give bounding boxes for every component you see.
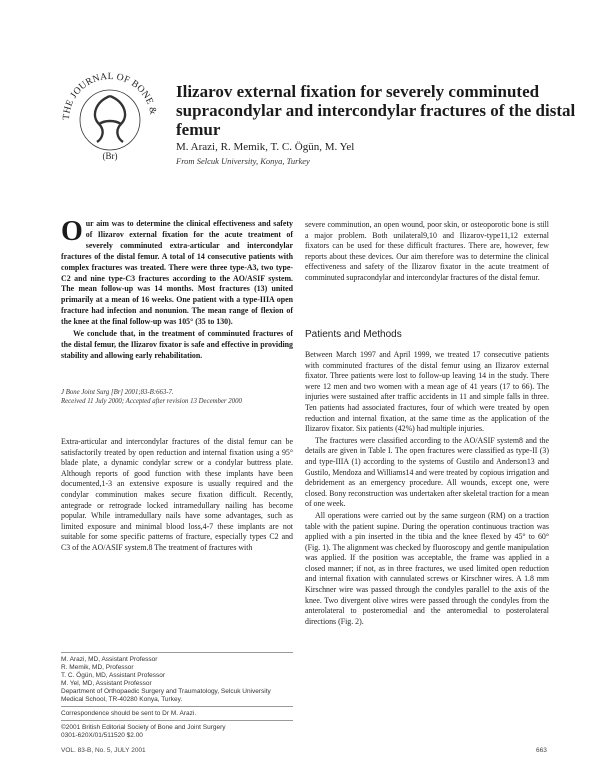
- svg-text:THE JOURNAL OF BONE & JOINT SU: [55, 58, 159, 120]
- footnote-issn: 0301-620X/01/511520 $2.00: [61, 732, 143, 739]
- drop-cap: O: [61, 216, 83, 247]
- footnote-copyright: ©2001 British Editorial Society of Bone and Joint Surgery: [61, 724, 226, 731]
- section-heading-methods: Patients and Methods: [305, 329, 402, 340]
- citation: [61, 388, 293, 406]
- methods-para-1: Between March 1997 and April 1999, we treated 17 consecutive patients with comminuted fractures of the distal femur using an Ilizarov external fixator. Three patients were lost to follow-up leaving 14 in the study. There were 12 men and two women with a mean age of 41 years (17 to 66). The injuries were sustained after traffic accidents in 11 and simple falls in three. Ten patients had associated fractures, four of which were treated by open reduction and internal fixation, at the same time as the application of the Ilizarov fixator. Six patients (42%) had multiple injuries.: [305, 350, 549, 434]
- journal-logo: [55, 58, 165, 168]
- logo-graphic: [55, 58, 165, 168]
- footnote-rule: [61, 652, 293, 653]
- article-authors: M. Arazi, R. Memik, T. C. Ögün, M. Yel: [176, 141, 355, 153]
- logo-ring-text: THE JOURNAL OF BONE &: [60, 70, 159, 121]
- abstract-para-2: We conclude that, in the treatment of comminuted fractures of the distal femur, the Ilizarov fixator is safe and effective in providing stability and allowing early rehabilitation.: [61, 329, 293, 360]
- introduction-right: severe comminution, an open wound, poor skin, or osteoporotic bone is still a major problem. Both unilateral9,10 and Ilizarov-type11,12 external fixators can be used for these difficult fractures. There are, however, few reports about these devices. Our aim therefore was to determine the clinical effectiveness and safety of the Ilizarov fixator in the acute treatment of comminuted supracondylar and intercondylar fractures of the distal femur.: [305, 220, 549, 282]
- methods-para-3: All operations were carried out by the same surgeon (RM) on a traction table with the patient supine. During the operation continuous traction was applied with a pin inserted in the tibia and the knee flexed by 45° to 60° (Fig. 1). The alignment was checked by fluoroscopy and gentle manipulation was applied. If the position was acceptable, the frame was applied in a closed manner; if not, as in three fractures, we used limited open reduction and internal fixation with cannulated screws or Kirschner wires. A 1.8 mm Kirschner wire was passed through the condyles parallel to the axis of the knee. Two divergent olive wires were passed through the condyles from the anterolateral to posteromedial and the anteromedial to posterolateral directions (Fig. 2).: [305, 510, 549, 626]
- footnotes: [61, 650, 293, 740]
- footer-volume: VOL. 83-B, No. 5, JULY 2001: [61, 747, 146, 754]
- introduction-left: Extra-articular and intercondylar fractures of the distal femur can be satisfactorily treated by open reduction and internal fixation using a 95° blade plate, a dynamic condylar screw or a condylar buttress plate. Although reports of good function with these implants have been documented,1-3 an extensive exposure is usually required and the condylar comminution makes secure fixation difficult. Recently, antegrade or retrograde locked intramedullary nailing has become popular. While intramedullary nails have some advantages, such as limited exposure and minimal blood loss,4-7 these implants are not suitable for some specific patterns of fracture, especially types C2 and C3 of the AO/ASIF system.8 The treatment of fractures with: [61, 437, 293, 552]
- footnote-author: R. Memik, MD, Professor: [61, 664, 134, 671]
- abstract: [61, 216, 293, 362]
- methods-body: [305, 350, 549, 627]
- footnote-author: T. C. Ögün, MD, Assistant Professor: [61, 672, 166, 679]
- footnote-rule: [61, 706, 293, 707]
- footnote-rule: [61, 720, 293, 721]
- article-title: Ilizarov external fixation for severely comminuted supracondylar and intercondylar fractures of the distal femur: [176, 82, 576, 139]
- citation-journal: J Bone Joint Surg [Br] 2001;83-B:663-7.: [61, 389, 174, 396]
- methods-para-2: The fractures were classified according to the AO/ASIF system8 and the details are given in Table I. The open fractures were classified as type-II (3) and type-IIIA (1) according to the systems of Gustilo and Anderson13 and Gustilo, Mendoza and Williams14 and were treated by copious irrigation and debridement as an emergency procedure. All wounds, except one, were closed. Bony reconstruction was undertaken after skeletal traction for a mean of one week.: [305, 435, 549, 509]
- article-affiliation: From Selcuk University, Konya, Turkey: [176, 156, 310, 166]
- logo-edition: (Br): [102, 151, 118, 161]
- footer-page-number: 663: [536, 747, 547, 754]
- abstract-para-1: Our aim was to determine the clinical effectiveness and safety of Ilizarov external fixation for the acute treatment of severely comminuted extra-articular and intercondylar fractures of the distal femur. A total of 14 consecutive patients with complex fractures was treated. There were three type-A3, two type-C2 and nine type-C3 fractures according to the AO/ASIF system. The mean follow-up was 14 months. Most fractures (13) united primarily at a mean of 16 weeks. One patient with a type-IIIA open fracture had infection and nonunion. The mean range of flexion of the knee at the final follow-up was 105° (35 to 130).: [61, 216, 293, 327]
- footnote-author: M. Arazi, MD, Assistant Professor: [61, 656, 158, 663]
- footnote-correspondence: Correspondence should be sent to Dr M. Arazi.: [61, 710, 197, 717]
- footnote-author: M. Yel, MD, Assistant Professor: [61, 680, 152, 687]
- footnote-department: Department of Orthopaedic Surgery and Traumatology, Selcuk University Medical School, TR-40280 Konya, Turkey.: [61, 688, 271, 703]
- citation-dates: Received 11 July 2000; Accepted after revision 13 December 2000: [61, 398, 242, 405]
